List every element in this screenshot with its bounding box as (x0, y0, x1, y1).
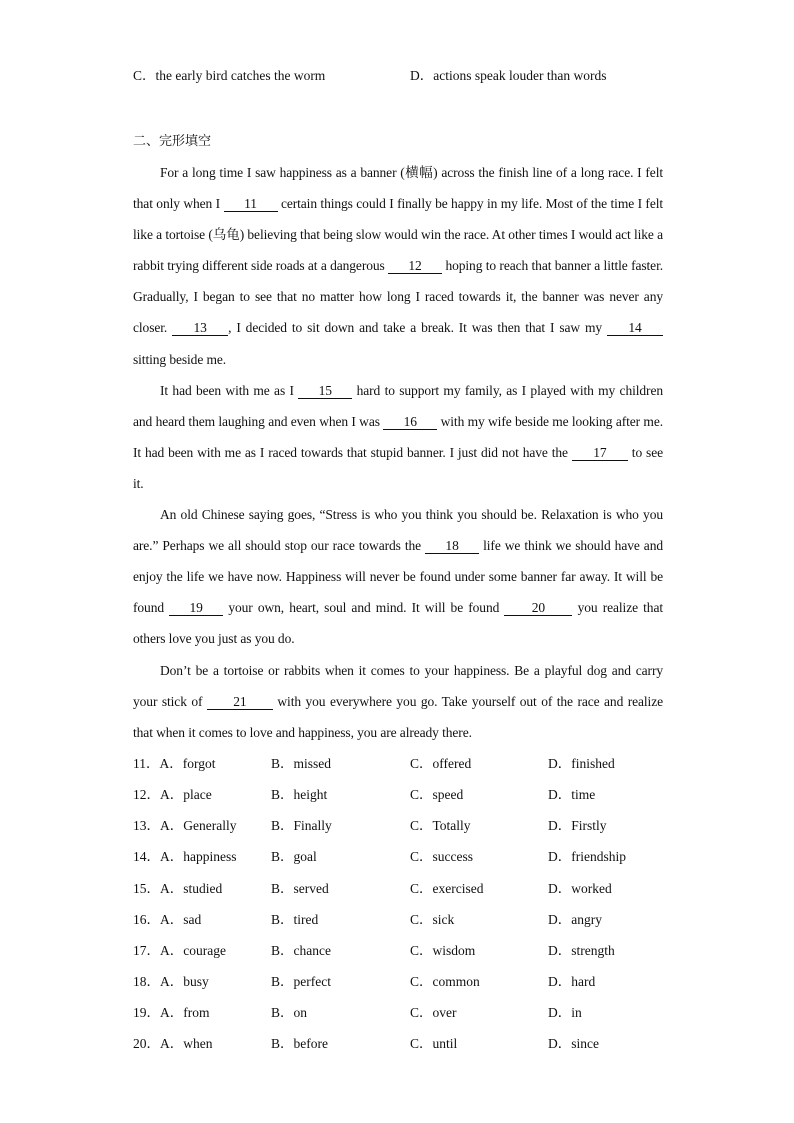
option-a: 13．A．Generally (133, 818, 237, 834)
option-b: B．on (271, 1005, 308, 1021)
option-a: 18．A．busy (133, 974, 209, 990)
option-d: D．time (548, 786, 596, 802)
option-c: C．common (410, 974, 480, 990)
option-c: C．wisdom (410, 942, 476, 958)
option-b: B．tired (271, 911, 319, 927)
blank-18: 18 (425, 538, 479, 554)
blank-15: 15 (298, 383, 352, 399)
option-c: C．exercised (410, 880, 484, 896)
question-14 (133, 841, 663, 872)
question-13 (133, 810, 663, 841)
option-a: 14．A．happiness (133, 849, 237, 865)
option-a: 16．A．sad (133, 911, 202, 927)
option-c: C．over (410, 1005, 457, 1021)
option-d: D．worked (548, 880, 612, 896)
question-20 (133, 1028, 663, 1059)
option-a: 11．A．forgot (133, 755, 216, 771)
exam-page (133, 60, 663, 1060)
option-a: 20．A．when (133, 1036, 213, 1052)
option-b: B．served (271, 880, 329, 896)
option-c: C．the early bird catches the worm (133, 68, 326, 83)
blank-21: 21 (207, 694, 273, 710)
question-15 (133, 873, 663, 904)
option-c: C．sick (410, 911, 455, 927)
option-b: B．Finally (271, 818, 332, 834)
passage-paragraph-4: Don’t be a tortoise or rabbits when it comes to your happiness. Be a playful dog and carry your stick of 21 with you everywhere you go. Take yourself out of the race and realize that when it comes to love and happiness, you are already there. (133, 662, 663, 740)
option-a: 19．A．from (133, 1005, 210, 1021)
blank-12: 12 (388, 258, 442, 274)
option-a: 12．A．place (133, 786, 212, 802)
blank-16: 16 (383, 414, 437, 430)
blank-13: 13 (172, 320, 228, 336)
blank-17: 17 (572, 445, 628, 461)
passage-paragraph-3: An old Chinese saying goes, “Stress is who you think you should be. Relaxation is who you are.” Perhaps we all should stop our race towards the 18 life we think we should have and enjoy the life we have now. Happiness will never be found under some banner far away. It will be found 19 your own, heart, soul and mind. It will be found 20 you realize that others love you just as you do. (133, 507, 663, 647)
blank-19: 19 (169, 600, 223, 616)
option-d: D．Firstly (548, 818, 607, 834)
option-b: B．height (271, 786, 328, 802)
option-d: D．angry (548, 911, 602, 927)
option-c: C．Totally (410, 818, 471, 834)
option-c: C．until (410, 1036, 458, 1052)
blank-11: 11 (224, 196, 278, 212)
question-19 (133, 997, 663, 1028)
previous-question-options (133, 60, 663, 92)
option-b: B．missed (271, 755, 332, 771)
option-b: B．chance (271, 942, 331, 958)
passage-paragraph-1: For a long time I saw happiness as a banner (横幅) across the finish line of a long race. I felt that only when I 11 certain things could I finally be happy in my life. Most of the time I felt like a tortoise (乌龟) believing that being slow would win the race. At other times I would act like a rabbit trying different side roads at a dangerous 12 hoping to reach that banner a little faster. Gradually, I began to see that no matter how long I raced towards it, the banner was never any closer. 13 , I decided to sit down and take a break. It was then that I saw my 14 sitting beside me. (133, 165, 664, 367)
question-12 (133, 779, 663, 810)
blank-14: 14 (607, 320, 663, 336)
option-a: 17．A．courage (133, 942, 226, 958)
question-18 (133, 966, 663, 997)
option-c: C．success (410, 849, 473, 865)
blank-20: 20 (504, 600, 572, 616)
option-b: B．goal (271, 849, 317, 865)
option-d: D．friendship (548, 849, 626, 865)
option-b: B．before (271, 1036, 328, 1052)
option-d: D．strength (548, 942, 615, 958)
option-a: 15．A．studied (133, 880, 223, 896)
option-d: D．since (548, 1036, 599, 1052)
question-options (133, 748, 663, 1060)
question-17 (133, 935, 663, 966)
option-d: D．finished (548, 755, 615, 771)
option-c: C．offered (410, 755, 472, 771)
option-d: D．in (548, 1005, 582, 1021)
option-c: C．speed (410, 786, 464, 802)
option-d: D．actions speak louder than words (410, 68, 607, 83)
section-title: 二、完形填空 (133, 134, 212, 149)
question-11 (133, 748, 663, 779)
passage-paragraph-2: It had been with me as I 15 hard to support my family, as I played with my children and heard them laughing and even when I was 16 with my wife beside me looking after me. It had been with me as I raced towards that stupid banner. I just did not have the 17 to see it. (133, 382, 663, 491)
question-16 (133, 904, 663, 935)
option-d: D．hard (548, 974, 596, 990)
option-b: B．perfect (271, 974, 331, 990)
